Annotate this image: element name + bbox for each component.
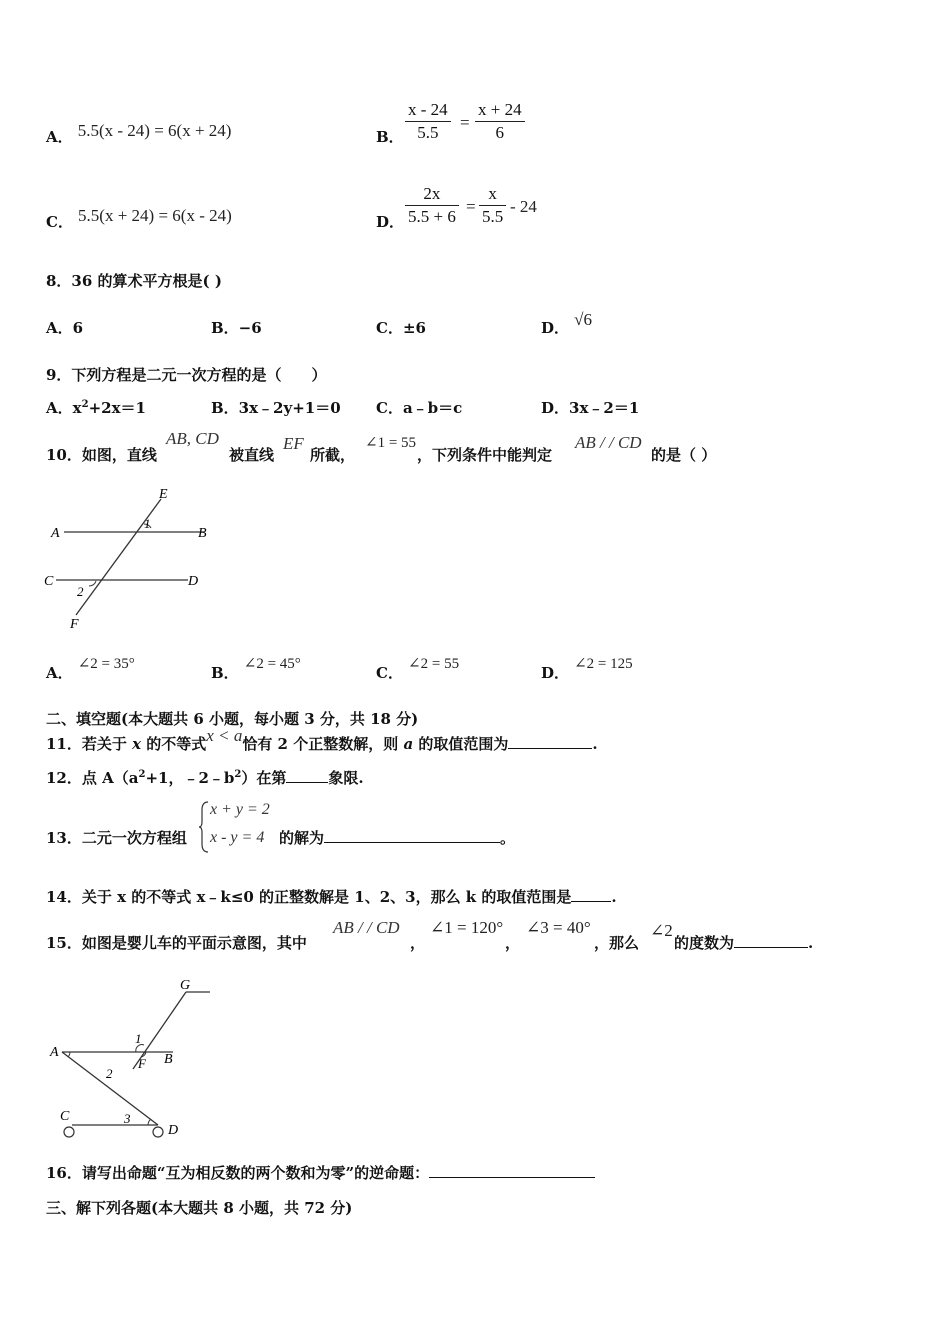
q13-answer: 的解为 。 (279, 829, 516, 847)
q15-answer: 的度数为 . (674, 934, 814, 952)
q15-angle2: ∠2 (650, 921, 673, 940)
point-c-label: C (44, 574, 54, 589)
angle1-label: 1 (135, 1031, 142, 1046)
q10-option-c: C． ∠2 = 55 (376, 656, 460, 682)
q7-d-tail: - 24 (510, 197, 537, 216)
point-d-label: D (168, 1123, 179, 1138)
q15-angle3: ∠3 = 40° (526, 918, 591, 937)
q10-stem-part5: 的是（ ） (651, 446, 717, 464)
point-f-label: F (138, 1056, 146, 1071)
q10-stem-part4: ，下列条件中能判定 (417, 446, 553, 464)
q15-answer-blank[interactable] (734, 933, 808, 948)
q10-figure (40, 485, 220, 633)
q15-stem-part2: ，那么 (594, 934, 640, 952)
q16-answer-blank[interactable] (429, 1163, 595, 1178)
q15-angle1: ∠1 = 120° (430, 918, 504, 937)
q9-stem: 9．下列方程是二元一次方程的是（ ） (46, 366, 327, 384)
point-b-label: B (164, 1052, 173, 1067)
q7-d-equals: = (466, 197, 476, 216)
q8-option-d: D． √6 (541, 310, 592, 337)
q7-option-d-label: D． (376, 213, 405, 231)
q10-parallel: AB / / CD (575, 433, 642, 452)
q7-d-fraction-right: x 5.5 (479, 184, 506, 227)
q11: 11．若关于 x 的不等式x < a恰有 2 个正整数解，则 a 的取值范围为 . (46, 726, 598, 753)
q7-option-b-label: B． (376, 128, 404, 146)
q14: 14．关于 x 的不等式 x﹣k≤0 的正整数解是 1、2、3，那么 k 的取值范围是 . (46, 888, 617, 906)
q9-option-c: C．a﹣b＝c (376, 399, 463, 417)
point-a-label: A (51, 526, 60, 541)
point-b-label: B (198, 526, 207, 541)
q10-lines-ab-cd: AB, CD (166, 429, 219, 448)
q10-option-d: D． ∠2 = 125 (541, 656, 633, 682)
q16: 16．请写出命题“互为相反数的两个数和为零”的逆命题： (46, 1162, 595, 1183)
point-g-label: G (180, 978, 191, 993)
q7-b-fraction-right: x + 24 6 (475, 100, 525, 143)
point-e-label: E (159, 487, 168, 502)
point-c-label: C (60, 1109, 70, 1124)
q11-inequality: x < a (206, 726, 243, 745)
angle3-label: 3 (124, 1111, 131, 1126)
point-d-label: D (188, 574, 199, 589)
q13-stem: 13．二元一次方程组 (46, 829, 187, 847)
q12-answer-blank[interactable] (286, 768, 328, 783)
q7-option-a (46, 121, 232, 147)
q10-option-b: B． ∠2 = 45° (211, 656, 301, 682)
q9-option-d: D．3x﹣2＝1 (541, 399, 640, 417)
q8-option-c: C．±6 (376, 319, 426, 337)
option-label: A． (46, 128, 73, 146)
wheel-c (64, 1127, 74, 1137)
q8-stem: 8．36 的算术平方根是( ) (46, 272, 222, 290)
q7-b-fraction-left: x - 24 5.5 (405, 100, 451, 143)
q12: 12．点 $A(a^2+1$，$﹣2﹣b^2$）在第 象限. (46, 769, 364, 787)
angle2-arc (89, 581, 96, 586)
q10-stem-part1: 10．如图，直线 (46, 446, 157, 464)
q13-equation-2: x - y = 4 (210, 829, 265, 846)
q8-option-b: B．−6 (211, 319, 262, 337)
q7-b-equals: = (460, 113, 470, 132)
q10-angle1: ∠1 = 55 (365, 435, 417, 451)
q11-answer-blank[interactable] (508, 734, 592, 749)
q7-d-fraction-left: 2x 5.5 + 6 (405, 184, 459, 227)
point-a-label: A (50, 1045, 59, 1060)
section-3-heading: 三、解下列各题(本大题共 8 小题，共 72 分) (46, 1199, 353, 1217)
q10-option-a: A． ∠2 = 35° (46, 656, 135, 682)
q10-stem-part2: 被直线 (229, 446, 275, 464)
q10-stem-part3: 所截， (310, 446, 356, 464)
wheel-d (153, 1127, 163, 1137)
q8-d-sqrt: √6 (574, 310, 592, 329)
angle1-label: 1 (144, 516, 151, 531)
q14-answer-blank[interactable] (571, 887, 611, 902)
q13-answer-blank[interactable] (324, 828, 500, 843)
angle2-label: 2 (106, 1066, 113, 1081)
q9-option-a: A．$x^2+2x=1$ (46, 399, 146, 417)
q15-stroller-figure (42, 972, 222, 1144)
q10-line-ef: EF (283, 434, 304, 453)
q15-parallel: AB / / CD (333, 918, 400, 937)
q9-option-b: B．3x﹣2y+1＝0 (211, 399, 341, 417)
q13-equation-1: x + y = 2 (210, 801, 270, 818)
q8-option-a: A．6 (46, 319, 84, 337)
q7-c-expression: 5.5(x + 24) = 6(x - 24) (78, 206, 232, 225)
q15-stem-part1: 15．如图是婴儿车的平面示意图，其中 (46, 934, 307, 952)
section-2-heading: 二、填空题(本大题共 6 小题，每小题 3 分，共 18 分) (46, 710, 419, 728)
point-f-label: F (70, 617, 79, 632)
q7-a-expression: 5.5(x - 24) = 6(x + 24) (77, 121, 232, 140)
q7-option-c: C． 5.5(x + 24) = 6(x - 24) (46, 206, 232, 231)
q13-brace (198, 800, 210, 854)
angle2-label: 2 (77, 584, 84, 599)
